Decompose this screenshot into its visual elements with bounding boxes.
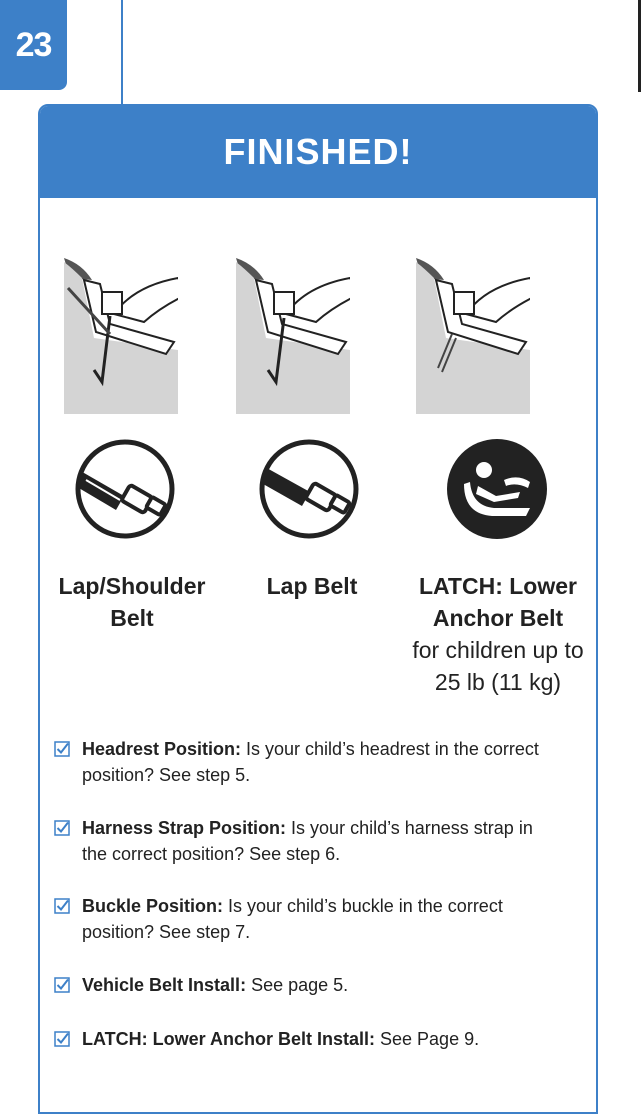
method-title: LATCH: Lower Anchor Belt [418, 573, 577, 631]
panel-title: FINISHED! [223, 131, 413, 172]
checkbox-checked-icon [54, 820, 70, 836]
checklist-item [54, 972, 554, 998]
checklist-item [54, 736, 554, 788]
checklist-text: Is your child’s headrest in the correct position? See step 5. [82, 739, 539, 785]
checklist-text: See Page 9. [375, 1029, 480, 1049]
latch-belt-illustration [416, 258, 530, 414]
lap-belt-label [230, 570, 394, 602]
checklist-label: Harness Strap Position: [82, 818, 287, 838]
method-title: Lap Belt [266, 573, 358, 599]
checklist-text: See page 5. [246, 975, 349, 995]
checklist-label: Buckle Position: [82, 896, 224, 916]
latch-belt-label [400, 570, 596, 698]
checkbox-checked-icon [54, 898, 70, 914]
lap-shoulder-belt-label [50, 570, 214, 634]
checklist-item [54, 1026, 554, 1052]
panel-header [40, 106, 596, 198]
lap-belt-illustration [236, 258, 350, 414]
checklist-text: Is your child’s buckle in the correct position? See step 7. [82, 896, 503, 942]
lap-shoulder-belt-icon [72, 436, 178, 542]
margin-line [121, 0, 123, 104]
method-subtitle: for children up to 25 lb (11 kg) [412, 637, 584, 695]
method-title: Lap/Shoulder Belt [58, 573, 206, 631]
checklist-item [54, 815, 554, 867]
checklist-label: Headrest Position: [82, 739, 242, 759]
page-number-tab [0, 0, 67, 90]
checklist-text: Is your child’s harness strap in the correct position? See step 6. [82, 818, 533, 864]
finished-panel [38, 104, 598, 1114]
checkbox-checked-icon [54, 741, 70, 757]
checklist-item [54, 893, 554, 945]
checkbox-checked-icon [54, 977, 70, 993]
lap-belt-icon [256, 436, 362, 542]
checklist-label: Vehicle Belt Install: [82, 975, 247, 995]
checklist-label: LATCH: Lower Anchor Belt Install: [82, 1029, 376, 1049]
page-number: 23 [15, 25, 52, 64]
latch-anchor-icon [444, 436, 550, 542]
checkbox-checked-icon [54, 1031, 70, 1047]
lap-shoulder-belt-illustration [64, 258, 178, 414]
